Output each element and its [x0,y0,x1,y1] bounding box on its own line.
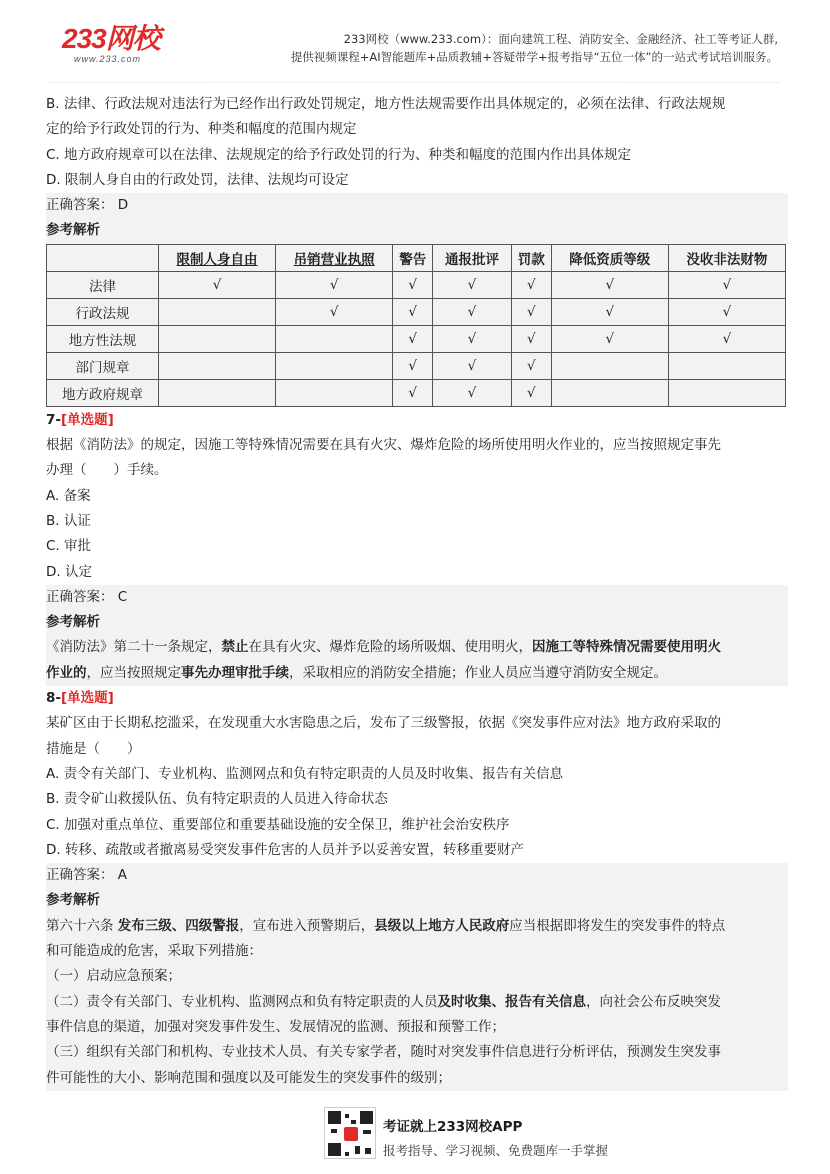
q7-analysis-line1: 《消防法》第二十一条规定，禁止在具有火灾、爆炸危险的场所吸烟、使用明火，因施工等特殊情况需要使用明火 [46,635,788,660]
table-cell [551,352,668,379]
q6-analysis-label: 参考解析 [46,218,788,243]
document-body [46,92,788,1091]
page-header [0,0,830,88]
q7-type-tag: [单选题] [61,411,114,428]
table-cell: √ [276,298,393,325]
q6-answer: 正确答案： D [46,193,788,218]
table-row [47,379,786,406]
q8-analysis-p2: （一）启动应急预案； [46,964,788,989]
table-cell: √ [668,325,785,352]
table-cell [276,352,393,379]
footer-subtitle: 报考指导、学习视频、免费题库一手掌握 [383,1143,609,1158]
q8-heading [46,686,788,711]
q8-analysis-p3-line1: （二）责令有关部门、专业机构、监测网点和负有特定职责的人员及时收集、报告有关信息，向社会公布反映突发 [46,990,788,1015]
q6-option-d: D. 限制人身自由的行政处罚，法律、法规均可设定 [46,171,349,188]
table-cell [159,325,276,352]
logo-url: www.233.com [74,54,142,64]
table-cell: √ [511,352,551,379]
table-header-cell: 警告 [393,244,433,271]
q8-analysis-p4-line1: （三）组织有关部门和机构、专业技术人员、有关专家学者，随时对突发事件信息进行分析评估，预测发生突发事 [46,1040,788,1065]
table-row-header: 法律 [47,271,159,298]
q8-type-tag: [单选题] [61,690,114,707]
brand-logo [62,24,160,64]
q7-stem-line1: 根据《消防法》的规定，因施工等特殊情况需要在具有火灾、爆炸危险的场所使用明火作业的，应当按照规定事先 [46,437,721,454]
q6-option-b-line2: 定的给予行政处罚的行为、种类和幅度的范围内规定 [46,121,357,138]
table-cell: √ [433,325,512,352]
table-row-header: 行政法规 [47,298,159,325]
table-cell: √ [668,298,785,325]
table-header-cell: 通报批评 [433,244,512,271]
q8-option-c: C. 加强对重点单位、重要部位和重要基础设施的安全保卫，维护社会治安秩序 [46,816,510,833]
header-line-2: 提供视频课程+AI智能题库+品质教辅+答疑带学+报考指导“五位一体”的一站式考试培训服务。 [290,50,778,64]
table-header-cell: 罚款 [511,244,551,271]
table-cell: √ [551,325,668,352]
table-cell: √ [393,352,433,379]
q7-stem-line2: 办理（ ）手续。 [46,462,168,479]
table-cell: √ [511,379,551,406]
q8-stem-line1: 某矿区由于长期私挖滥采，在发现重大水害隐患之后，发布了三级警报，依据《突发事件应对法》地方政府采取的 [46,715,721,732]
table-header-row [47,244,786,271]
table-cell [159,352,276,379]
table-cell: √ [159,271,276,298]
header-description [291,30,778,66]
table-cell: √ [393,298,433,325]
q8-analysis-p3-line2: 事件信息的渠道，加强对突发事件发生、发展情况的监测、预报和预警工作； [46,1015,788,1040]
q7-option-a: A. 备案 [46,487,91,504]
q8-analysis-p4-line2: 件可能性的大小、影响范围和强度以及可能发生的突发事件的级别； [46,1066,788,1091]
table-cell [159,379,276,406]
table-cell [668,379,785,406]
q8-analysis-p1-line1: 第六十六条 发布三级、四级警报，宣布进入预警期后，县级以上地方人民政府应当根据即将发生的突发事件的特点 [46,914,788,939]
table-row [47,325,786,352]
table-cell: √ [551,271,668,298]
table-cell: √ [433,271,512,298]
table-cell [276,379,393,406]
q8-analysis-p1-line2: 和可能造成的危害，采取下列措施： [46,939,788,964]
table-row [47,352,786,379]
table-cell: √ [393,271,433,298]
penalty-table [46,244,786,407]
table-cell: √ [668,271,785,298]
q6-option-b-line1: B. 法律、行政法规对违法行为已经作出行政处罚规定，地方性法规需要作出具体规定的，必须在法律、行政法规规 [46,96,726,112]
q7-answer: 正确答案： C [46,585,788,610]
table-row-header: 地方政府规章 [47,379,159,406]
q7-analysis-line2: 作业的，应当按照规定事先办理审批手续，采取相应的消防安全措施；作业人员应当遵守消防安全规定。 [46,661,788,686]
page-footer [0,1105,830,1174]
table-cell: √ [433,352,512,379]
q6-option-c: C. 地方政府规章可以在法律、法规规定的给予行政处罚的行为、种类和幅度的范围内作出具体规定 [46,146,632,163]
table-header-cell: 限制人身自由 [159,244,276,271]
table-cell: √ [511,298,551,325]
table-cell [159,298,276,325]
table-cell: √ [433,379,512,406]
table-cell: √ [551,298,668,325]
q8-option-b: B. 责令矿山救援队伍、负有特定职责的人员进入待命状态 [46,791,388,808]
q7-option-d: D. 认定 [46,563,92,580]
q8-number: 8- [46,690,61,707]
table-header-cell: 没收非法财物 [668,244,785,271]
logo-text: 233网校 [62,23,160,54]
qr-code-icon [324,1107,376,1159]
table-cell [668,352,785,379]
q8-option-a: A. 责令有关部门、专业机构、监测网点和负有特定职责的人员及时收集、报告有关信息 [46,765,564,782]
footer-title: 考证就上233网校APP [383,1119,523,1135]
table-cell [276,325,393,352]
table-cell: √ [276,271,393,298]
table-header-cell: 降低资质等级 [551,244,668,271]
header-divider [48,82,780,83]
table-cell: √ [511,271,551,298]
q8-stem-line2: 措施是（ ） [46,740,141,757]
q8-analysis-label: 参考解析 [46,888,788,913]
q7-analysis-label: 参考解析 [46,610,788,635]
q8-answer: 正确答案： A [46,863,788,888]
table-cell: √ [393,379,433,406]
table-cell: √ [511,325,551,352]
q7-number: 7- [46,411,61,428]
table-row-header: 部门规章 [47,352,159,379]
table-header-cell [47,244,159,271]
q7-heading [46,408,788,433]
table-header-cell: 吊销营业执照 [276,244,393,271]
q7-option-c: C. 审批 [46,538,92,555]
table-row [47,271,786,298]
table-row [47,298,786,325]
table-cell: √ [433,298,512,325]
table-cell [551,379,668,406]
table-cell: √ [393,325,433,352]
header-line-1: 233网校（www.233.com）：面向建筑工程、消防安全、金融经济、社工等考证人群, [343,32,778,46]
q8-option-d: D. 转移、疏散或者撤离易受突发事件危害的人员并予以妥善安置，转移重要财产 [46,841,524,858]
table-row-header: 地方性法规 [47,325,159,352]
q7-option-b: B. 认证 [46,512,91,529]
